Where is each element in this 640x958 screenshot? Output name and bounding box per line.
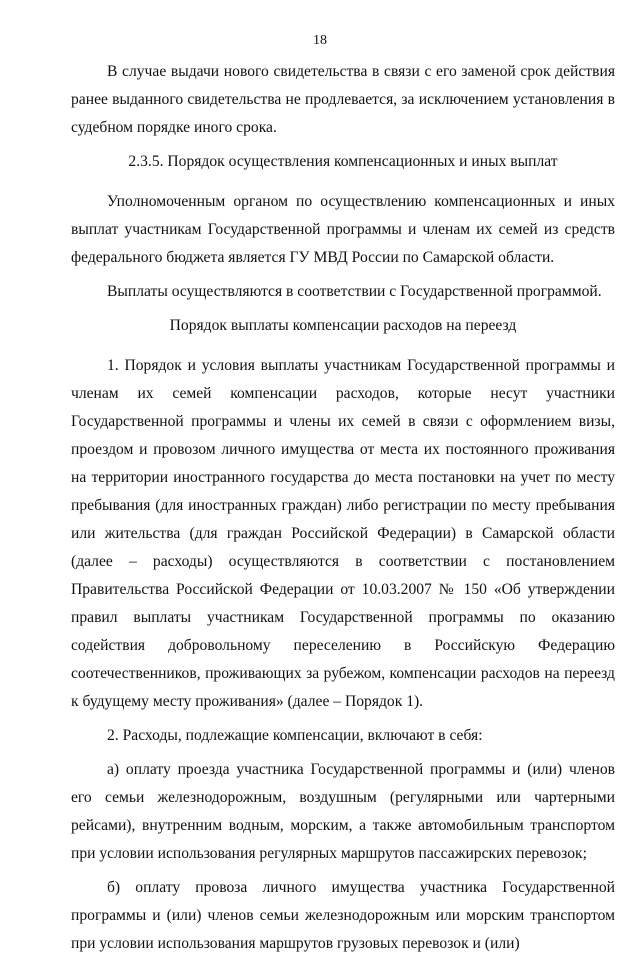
paragraph-payments-compliance: Выплаты осуществляются в соответствии с Государственной программой. bbox=[107, 283, 602, 300]
paragraph-procedure-conditions: 1. Порядок и условия выплаты участникам Государственной программы и членам их семей компенсации расходов, которые несут участники Государственной программы и члены их семей в связи с оформлением визы, проездом и провозом личного имущества от места их постоянного проживания на территории иностранного государства до места постановки на учет по месту пребывания (для иностранных граждан) либо регистрации по месту пребывания или жительства (для граждан Российской Федерации) в Самарской области (далее – расходы) осуществляются в соответствии с постановлением Правительства Российской Федерации от 10.03.2007 № 150 «Об утверждении правил выплаты участникам Государственной программы по оказанию содействия добровольному переселению в Российскую Федерацию соотечественников, проживающих за рубежом, компенсации расходов на переезд к будущему месту проживания» (далее – Порядок 1). bbox=[71, 357, 615, 710]
paragraph-authorized-body: Уполномоченным органом по осуществлению компенсационных и иных выплат участникам Государственной программы и членам их семей из средств федерального бюджета является ГУ МВД России по Самарской области. bbox=[71, 193, 615, 266]
page-number: 18 bbox=[313, 33, 327, 48]
subheading-relocation-compensation: Порядок выплаты компенсации расходов на переезд bbox=[169, 317, 517, 334]
paragraph-certificate-validity: В случае выдачи нового свидетельства в связи с его заменой срок действия ранее выданного свидетельства не продлевается, за исключением установления в судебном порядке иного срока. bbox=[71, 63, 615, 136]
paragraph-compensable-expenses: 2. Расходы, подлежащие компенсации, включают в себя: bbox=[107, 727, 483, 744]
section-heading: 2.3.5. Порядок осуществления компенсационных и иных выплат bbox=[128, 153, 558, 170]
paragraph-travel-payment: а) оплату проезда участника Государственной программы и (или) членов его семьи железнодорожным, воздушным (регулярными или чартерными рейсами), внутренним водным, морским, а также автомобильным транспортом при условии использования регулярных маршрутов пассажирских перевозок; bbox=[71, 761, 615, 862]
paragraph-property-transport: б) оплату провоза личного имущества участника Государственной программы и (или) членов семьи железнодорожным или морским транспортом при условии использования маршрутов грузовых перевозок и (или) bbox=[71, 879, 615, 952]
document-body bbox=[71, 58, 615, 958]
